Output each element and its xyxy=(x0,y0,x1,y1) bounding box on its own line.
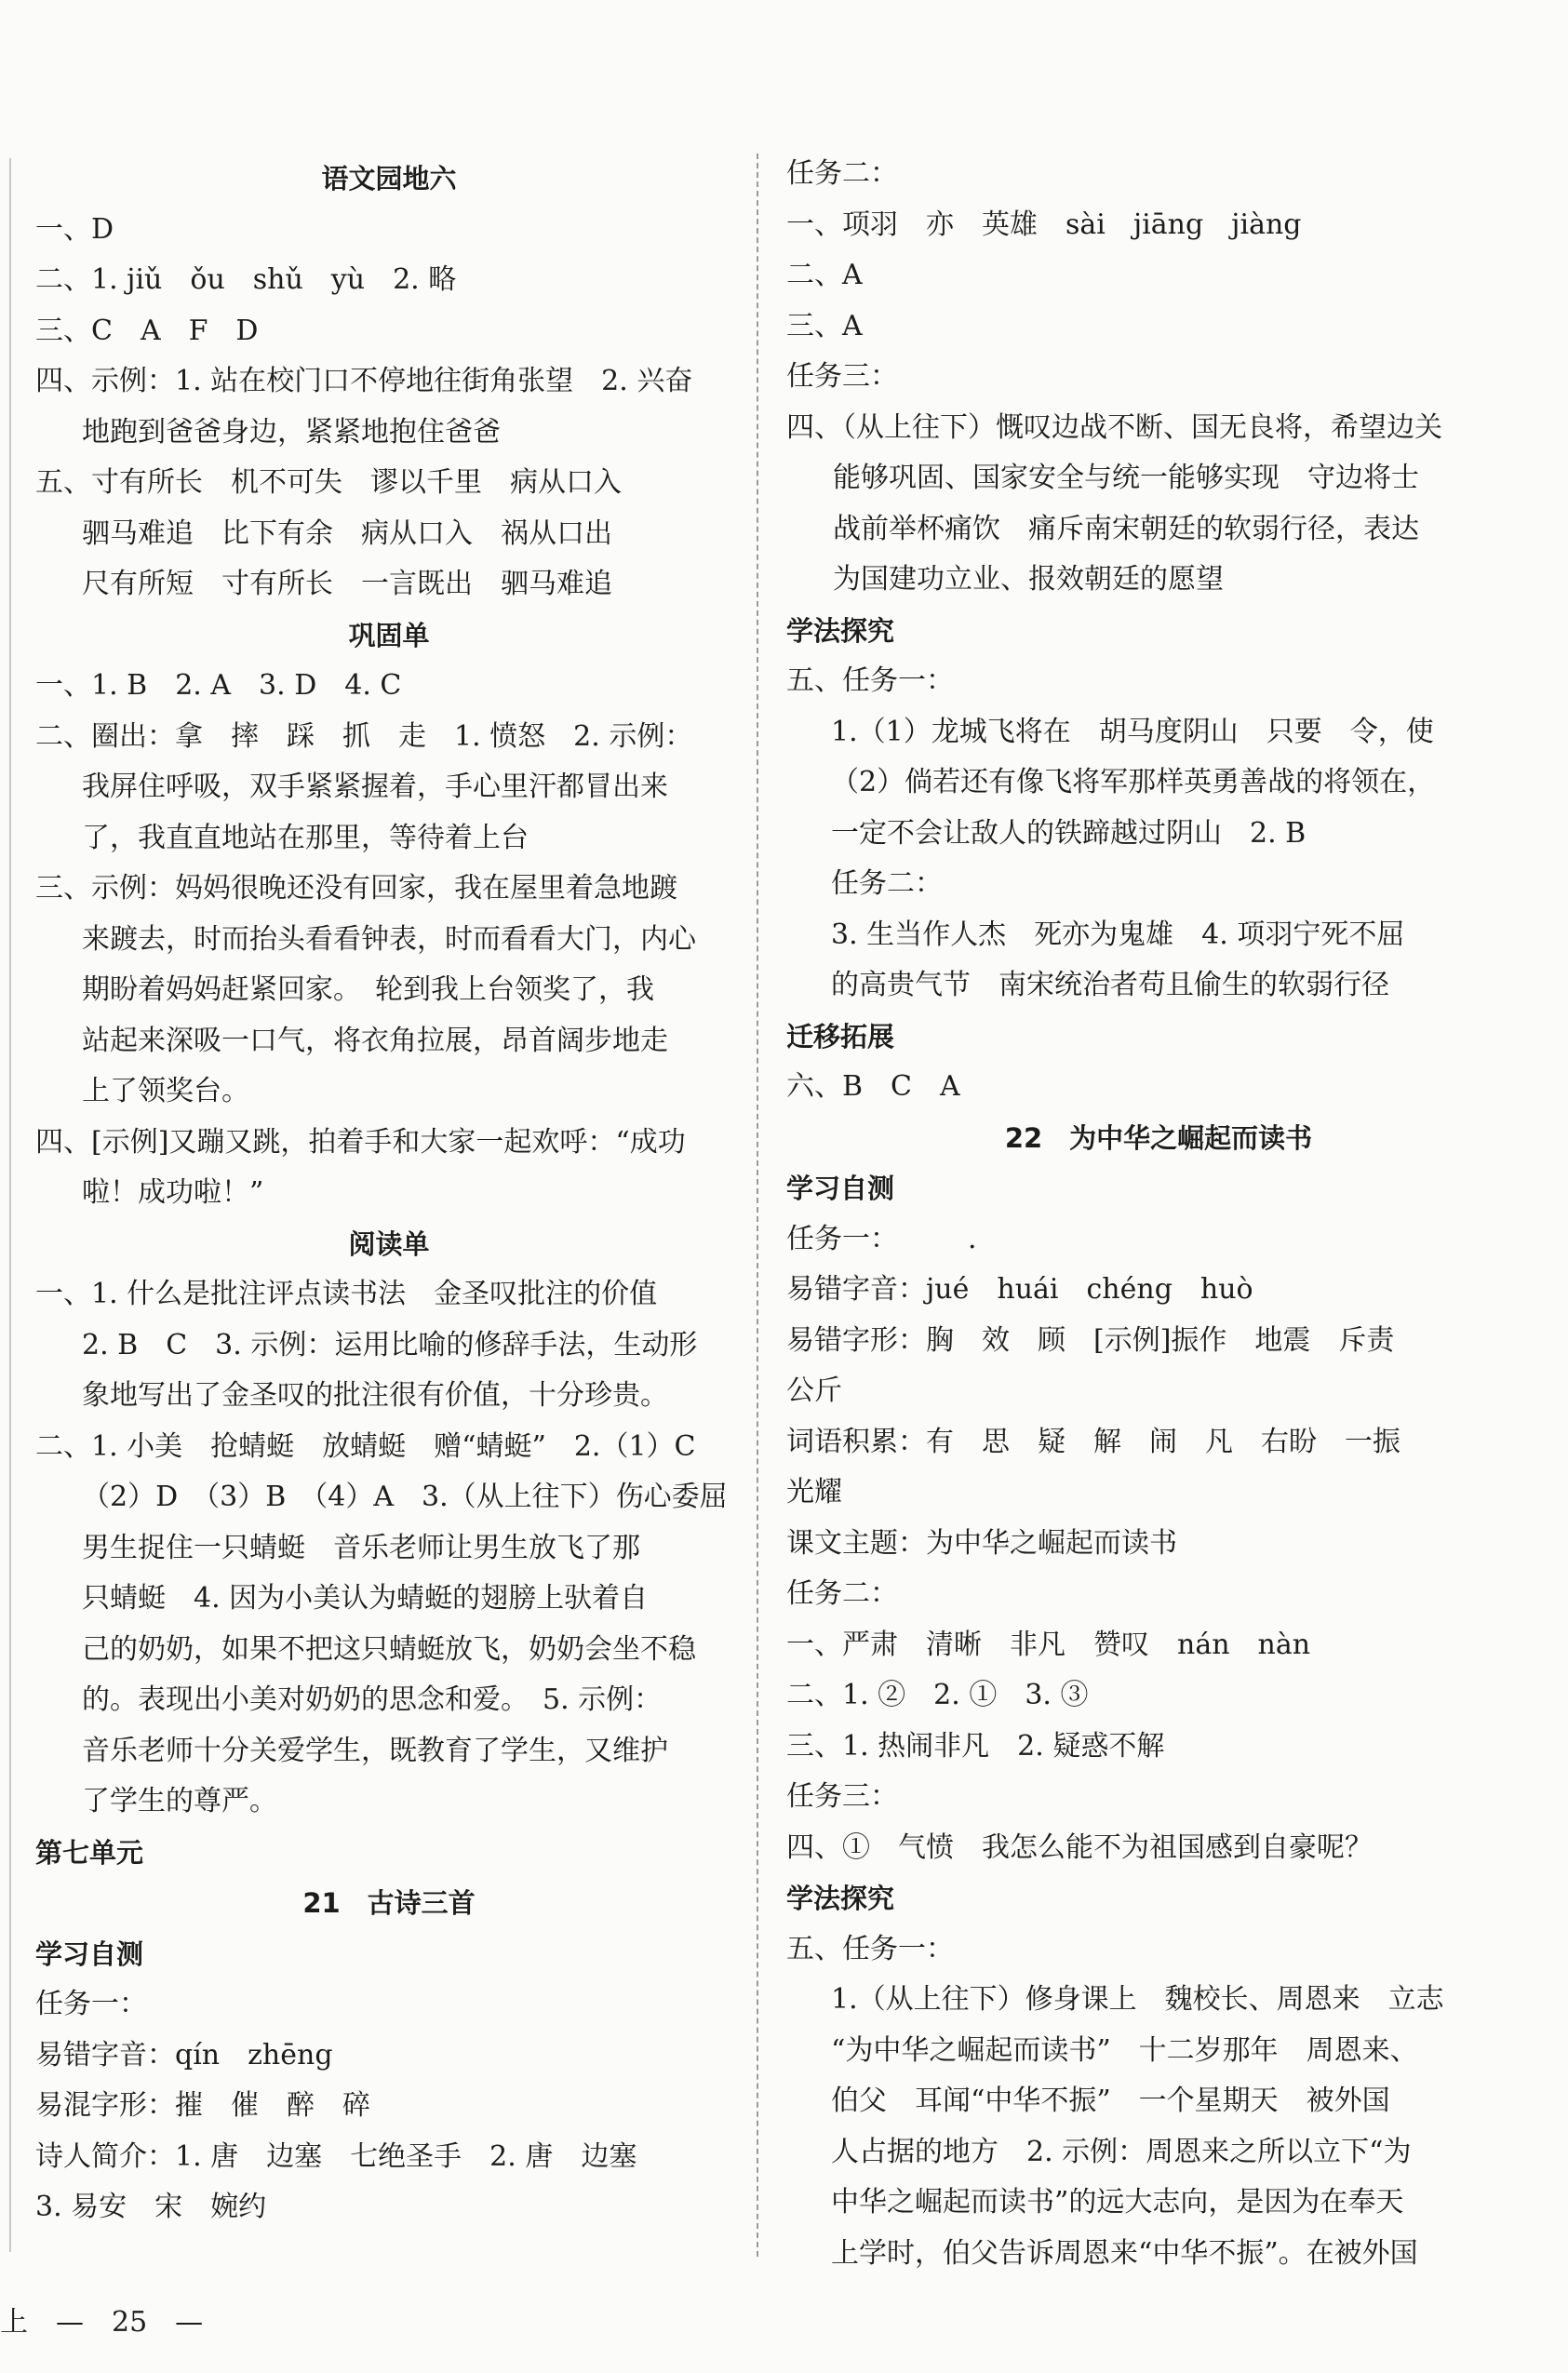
answer-line: 任务三： xyxy=(786,360,898,393)
left-column xyxy=(35,154,743,2233)
answer-line: 来踱去，时而抬头看看钟表，时而看看大门，内心 xyxy=(82,922,696,956)
subsection-heading: 第七单元 xyxy=(35,1836,144,1869)
right-column xyxy=(786,149,1531,2279)
answer-line: （2）倘若还有像飞将军那样英勇善战的将领在， xyxy=(831,766,1436,798)
answer-line: 站起来深吸一口气，将衣角拉展，昂首阔步地走 xyxy=(82,1024,668,1057)
section-title: 巩固单 xyxy=(348,619,430,651)
answer-line: 1.（从上往下）修身课上 魏校长、周恩来 立志 xyxy=(831,1983,1444,2016)
answer-line: 四、示例：1. 站在校门口不停地往街角张望 2. 兴奋 xyxy=(35,365,693,397)
subsection-heading: 学习自测 xyxy=(35,1937,144,1970)
answer-line: 五、任务一： xyxy=(786,664,954,697)
answer-line: 驷马难追 比下有余 病从口入 祸从口出 xyxy=(82,516,612,550)
answer-line: （2）D （3）B （4）A 3.（从上往下）伤心委屈 xyxy=(82,1481,728,1513)
answer-line: 诗人简介：1. 唐 边塞 七绝圣手 2. 唐 边塞 xyxy=(35,2139,637,2173)
answer-line: “为中华之崛起而读书” 十二岁那年 周恩来、 xyxy=(831,2033,1418,2067)
answer-line: 一、项羽 亦 英雄 sài jiāng jiàng xyxy=(786,208,1302,241)
answer-line: 一定不会让敌人的铁蹄越过阴山 2. B xyxy=(831,816,1307,850)
answer-line: 啦！成功啦！” xyxy=(82,1176,264,1209)
answer-line: 三、1. 热闹非凡 2. 疑惑不解 xyxy=(786,1729,1165,1763)
answer-line: 伯父 耳闻“中华不振” 一个星期天 被外国 xyxy=(831,2085,1390,2117)
subsection-heading: 学法探究 xyxy=(786,614,895,647)
answer-line: 四、① 气愤 我怎么能不为祖国感到自豪呢？ xyxy=(786,1830,1373,1864)
answer-line: 战前举杯痛饮 痛斥南宋朝廷的软弱行径，表达 xyxy=(833,512,1419,545)
section-title: 22 为中华之崛起而读书 xyxy=(1004,1121,1313,1154)
answer-line: 期盼着妈妈赶紧回家。 轮到我上台领奖了，我 xyxy=(82,973,654,1006)
answer-line: 人占据的地方 2. 示例：周恩来之所以立下“为 xyxy=(831,2135,1412,2168)
section-title: 阅读单 xyxy=(348,1227,430,1260)
answer-line: 为国建功立业、报效朝廷的愿望 xyxy=(833,563,1224,596)
answer-line: 一、严肃 清晰 非凡 赞叹 nán nàn xyxy=(786,1628,1311,1661)
left-margin-rule xyxy=(9,158,11,2252)
answer-line: 五、寸有所长 机不可失 谬以千里 病从口入 xyxy=(35,466,622,499)
answer-line: 三、C A F D xyxy=(35,314,259,347)
answer-line: 任务一： . xyxy=(786,1222,977,1255)
answer-line: 一、D xyxy=(35,212,114,246)
answer-line: 六、B C A xyxy=(786,1070,960,1103)
answer-line: 易混字形：摧 催 醉 碎 xyxy=(35,2089,370,2122)
answer-line: 上了领奖台。 xyxy=(82,1075,249,1107)
answer-line: 一、1. B 2. A 3. D 4. C xyxy=(35,669,402,702)
answer-line: 己的奶奶，如果不把这只蜻蜓放飞，奶奶会坐不稳 xyxy=(82,1632,696,1666)
answer-line: 象地写出了金圣叹的批注很有价值，十分珍贵。 xyxy=(82,1379,668,1412)
answer-line: 任务二： xyxy=(786,157,898,190)
answer-line: 只蜻蜓 4. 因为小美认为蜻蜓的翅膀上驮着自 xyxy=(82,1582,649,1615)
answer-line: 一、1. 什么是批注评点读书法 金圣叹批注的价值 xyxy=(35,1278,658,1310)
answer-line: 三、A xyxy=(786,309,863,342)
page-footer: 上 — 25 — xyxy=(0,2306,204,2339)
answer-line: 光耀 xyxy=(786,1476,842,1508)
answer-line: 四、[示例]又蹦又跳，拍着手和大家一起欢呼：“成功 xyxy=(35,1125,686,1159)
answer-line: 2. B C 3. 示例：运用比喻的修辞手法，生动形 xyxy=(82,1328,698,1361)
answer-line: 我屏住呼吸，双手紧紧握着，手心里汗都冒出来 xyxy=(82,771,668,803)
answer-line: 二、圈出：拿 摔 踩 抓 走 1. 愤怒 2. 示例： xyxy=(35,719,693,753)
section-title: 语文园地六 xyxy=(321,163,457,194)
answer-line: 的高贵气节 南宋统治者苟且偷生的软弱行径 xyxy=(831,969,1389,1001)
answer-line: 任务三： xyxy=(786,1780,898,1813)
section-title: 21 古诗三首 xyxy=(302,1887,476,1919)
answer-line: 了，我直直地站在那里，等待着上台 xyxy=(82,821,529,854)
answer-line: 1.（1）龙城飞将在 胡马度阴山 只要 令，使 xyxy=(831,715,1434,748)
answer-line: 任务二： xyxy=(831,867,943,900)
answer-line: 尺有所短 寸有所长 一言既出 驷马难追 xyxy=(82,568,612,600)
answer-line: 任务二： xyxy=(786,1577,898,1610)
column-divider xyxy=(757,154,758,2257)
answer-line: 音乐老师十分关爱学生，既教育了学生，又维护 xyxy=(82,1734,668,1767)
answer-line: 二、1. 小美 抢蜻蜓 放蜻蜓 赠“蜻蜓” 2.（1）C xyxy=(35,1429,696,1463)
answer-line: 了学生的尊严。 xyxy=(82,1785,277,1817)
answer-line: 易错字音：qín zhēng xyxy=(35,2038,333,2071)
answer-line: 男生捉住一只蜻蜓 音乐老师让男生放飞了那 xyxy=(82,1531,640,1564)
subsection-heading: 迁移拓展 xyxy=(786,1020,895,1052)
answer-line: 易错字形：胸 效 顾 [示例]振作 地震 斥责 xyxy=(786,1323,1395,1357)
answer-line: 地跑到爸爸身边，紧紧地抱住爸爸 xyxy=(82,415,501,449)
subsection-heading: 学习自测 xyxy=(786,1173,895,1204)
answer-line: 能够巩固、国家安全与统一能够实现 守边将士 xyxy=(833,462,1419,494)
subsection-heading: 学法探究 xyxy=(786,1883,895,1914)
answer-line: 三、示例：妈妈很晚还没有回家，我在屋里着急地踱 xyxy=(35,872,677,905)
answer-line: 任务一： xyxy=(35,1988,147,2020)
answer-line: 的。表现出小美对奶奶的思念和爱。 5. 示例： xyxy=(82,1683,663,1716)
answer-line: 四、（从上往下）慨叹边战不断、国无良将，希望边关 xyxy=(786,410,1442,444)
answer-line: 上学时，伯父告诉周恩来“中华不振”。在被外国 xyxy=(831,2236,1418,2270)
answer-line: 二、1. jiǔ ǒu shǔ yù 2. 略 xyxy=(35,263,457,296)
answer-line: 课文主题：为中华之崛起而读书 xyxy=(786,1526,1177,1560)
answer-line: 中华之崛起而读书”的远大志向，是因为在奉天 xyxy=(831,2186,1404,2219)
answer-line: 3. 易安 宋 婉约 xyxy=(35,2191,267,2223)
answer-line: 二、A xyxy=(786,259,863,291)
answer-line: 3. 生当作人杰 死亦为鬼雄 4. 项羽宁死不屈 xyxy=(831,918,1405,951)
answer-line: 词语积累：有 思 疑 解 闹 凡 右盼 一振 xyxy=(786,1425,1400,1458)
answer-line: 易错字音：jué huái chéng huò xyxy=(786,1273,1253,1306)
answer-line: 公斤 xyxy=(786,1374,842,1407)
answer-line: 五、任务一： xyxy=(786,1932,954,1965)
answer-line: 二、1. ② 2. ① 3. ③ xyxy=(786,1679,1089,1711)
